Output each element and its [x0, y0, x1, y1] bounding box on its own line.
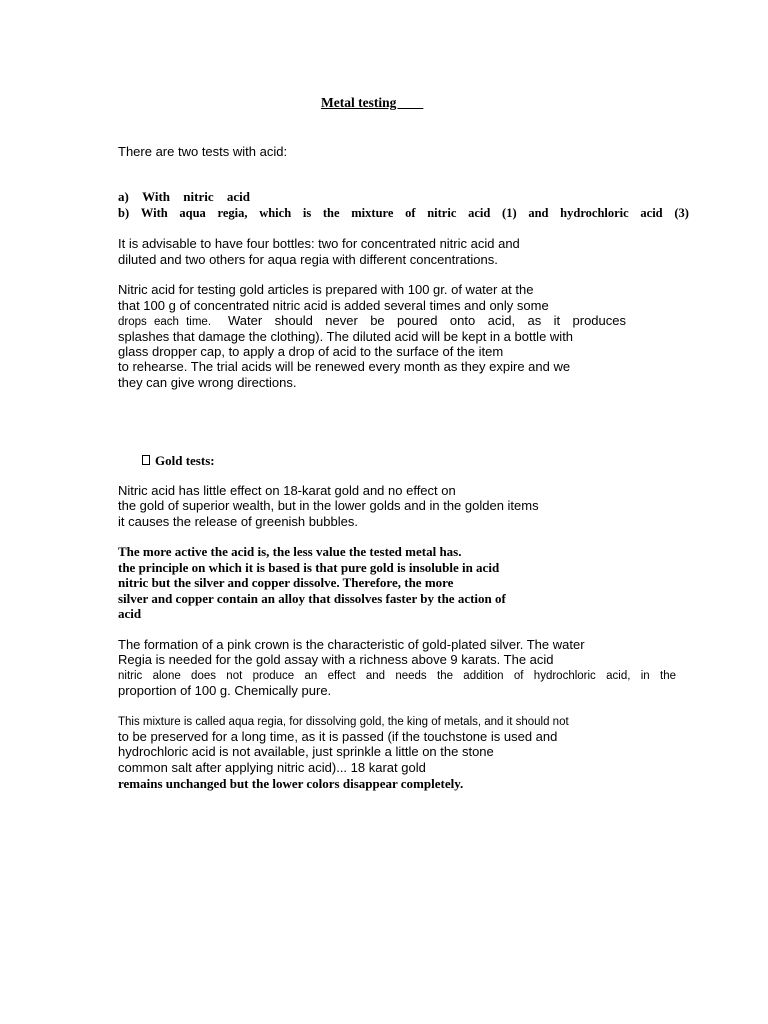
- list-item-b-word: regia,: [217, 206, 248, 220]
- paragraph-line: nitric alone does not produce an effect and needs the addition of hydrochloric acid, in the: [118, 670, 676, 682]
- list-item-a: [118, 189, 250, 205]
- paragraph-line: the gold of superior wealth, but in the lower golds and in the golden items: [118, 498, 539, 513]
- intro-text: There are two tests with acid:: [118, 144, 288, 159]
- paragraph-line: It is advisable to have four bottles: two for concentrated nitric acid and: [118, 236, 520, 251]
- bold-paragraph-line: the principle on which it is based is that pure gold is insoluble in acid: [118, 560, 500, 575]
- list-item-b-word: and: [528, 206, 549, 220]
- bold-paragraph-line: acid: [118, 606, 142, 621]
- list-item-b-word: aqua: [179, 206, 206, 220]
- document-title: Metal testing: [321, 95, 424, 110]
- paragraph-line: to be preserved for a long time, as it is passed (if the touchstone is used and: [118, 729, 558, 744]
- paragraph-fragment: drops each time.: [118, 316, 212, 328]
- gold-tests-heading: Gold tests:: [155, 453, 215, 468]
- list-item-b-word: acid: [640, 206, 663, 220]
- list-item-b-word: which: [259, 206, 292, 220]
- paragraph-line: Nitric acid has little effect on 18-karat gold and no effect on: [118, 483, 456, 498]
- bold-paragraph-line: The more active the acid is, the less value the tested metal has.: [118, 544, 462, 559]
- checkbox-bullet-icon: [142, 455, 150, 465]
- bold-paragraph-line: silver and copper contain an alloy that dissolves faster by the action of: [118, 591, 506, 606]
- list-item-b-word: With: [140, 206, 168, 220]
- bold-paragraph-line: nitric but the silver and copper dissolve. Therefore, the more: [118, 575, 454, 590]
- list-item-b-word: the: [322, 206, 340, 220]
- paragraph-line: glass dropper cap, to apply a drop of acid to the surface of the item: [118, 344, 504, 359]
- list-item-b-word: b): [118, 206, 130, 220]
- paragraph-line: Regia is needed for the gold assay with a richness above 9 karats. The acid: [118, 652, 554, 667]
- paragraph-fragment: Water should never be poured onto acid, as it produces: [228, 313, 626, 328]
- paragraph-line: hydrochloric acid is not available, just sprinkle a little on the stone: [118, 744, 494, 759]
- paragraph-line: The formation of a pink crown is the characteristic of gold-plated silver. The water: [118, 637, 585, 652]
- paragraph-line: common salt after applying nitric acid)... 18 karat gold: [118, 760, 426, 775]
- list-item-b-word: acid: [468, 206, 491, 220]
- paragraph-line: This mixture is called aqua regia, for dissolving gold, the king of metals, and it should not: [118, 716, 569, 728]
- list-item-b-word: mixture: [351, 206, 394, 220]
- list-item-b-word: is: [302, 206, 312, 220]
- bold-paragraph-line: remains unchanged but the lower colors disappear completely.: [118, 776, 464, 791]
- list-item-b-word: of: [405, 206, 416, 220]
- paragraph-line: diluted and two others for aqua regia with different concentrations.: [118, 252, 498, 267]
- paragraph-line: to rehearse. The trial acids will be renewed every month as they expire and we: [118, 359, 571, 374]
- list-item-b-word: nitric: [427, 206, 457, 220]
- paragraph-line: that 100 g of concentrated nitric acid is added several times and only some: [118, 298, 549, 313]
- list-item-a-word: a): [118, 189, 129, 204]
- paragraph-line: they can give wrong directions.: [118, 375, 297, 390]
- list-item-b-word: (3): [674, 206, 689, 220]
- list-item-a-word: acid: [226, 189, 250, 204]
- paragraph-line: splashes that damage the clothing). The diluted acid will be kept in a bottle with: [118, 329, 574, 344]
- paragraph-line: Nitric acid for testing gold articles is prepared with 100 gr. of water at the: [118, 282, 534, 297]
- list-item-b: [118, 205, 689, 221]
- paragraph-line: proportion of 100 g. Chemically pure.: [118, 683, 332, 698]
- list-item-b-word: hydrochloric: [560, 206, 629, 220]
- list-item-b-word: (1): [502, 206, 517, 220]
- list-item-a-word: With: [142, 189, 171, 204]
- paragraph-line: it causes the release of greenish bubbles.: [118, 514, 358, 529]
- list-item-a-word: nitric: [183, 189, 214, 204]
